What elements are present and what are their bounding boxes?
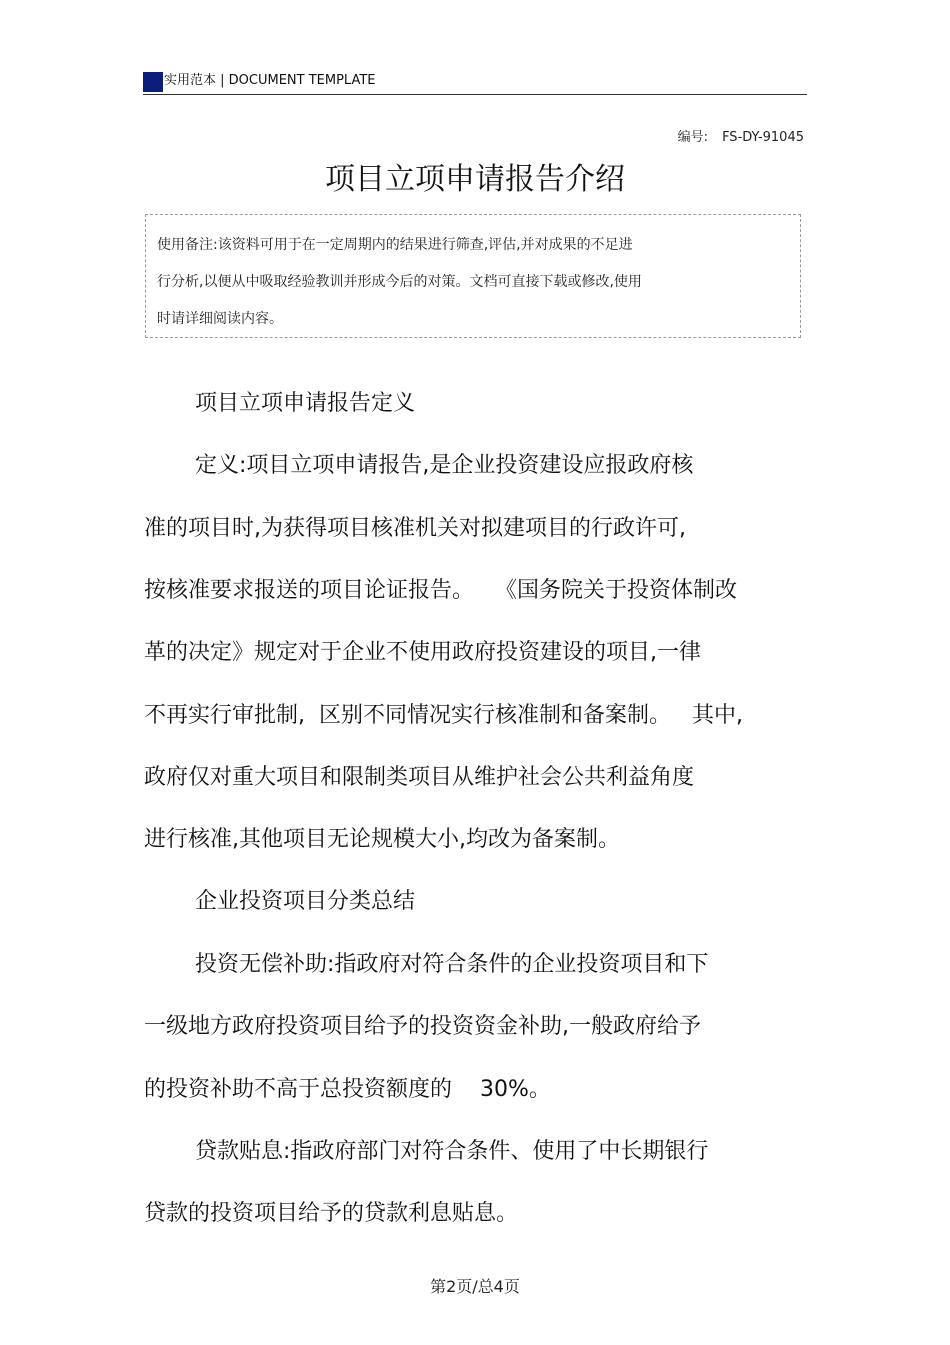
paragraph-line: 贷款贴息:指政府部门对符合条件、使用了中长期银行: [195, 1139, 709, 1164]
paragraph-line: 投资无偿补助:指政府对符合条件的企业投资项目和下: [195, 952, 709, 977]
paragraph-line: 革的决定》规定对于企业不使用政府投资建设的项目,一律: [144, 640, 701, 665]
document-number-label: 编号:: [677, 130, 709, 145]
page-indicator: 第2页/总4页: [430, 1277, 520, 1296]
usage-note-line: 行分析,以便从中吸取经验教训并形成今后的对策。文档可直接下载或修改,使用: [157, 274, 642, 290]
paragraph-line: 政府仅对重大项目和限制类项目从维护社会公共利益角度: [144, 765, 695, 790]
paragraph-line: 不再实行审批制, 区别不同情况实行核准制和备案制。 其中,: [144, 703, 743, 728]
paragraph-line: 进行核准,其他项目无论规模大小,均改为备案制。: [144, 827, 620, 852]
paragraph-line: 的投资补助不高于总投资额度的 30%。: [144, 1077, 551, 1102]
section-heading-classification: 企业投资项目分类总结: [195, 889, 416, 914]
usage-note-line: 时请详细阅读内容。: [157, 311, 283, 327]
header-label: 实用范本 | DOCUMENT TEMPLATE: [164, 73, 376, 88]
paragraph-line: 准的项目时,为获得项目核准机关对拟建项目的行政许可,: [144, 516, 686, 541]
logo-square-icon: [143, 72, 163, 92]
usage-note-box: [145, 214, 801, 338]
document-number-value: FS-DY-91045: [722, 130, 804, 145]
document-number: [678, 126, 804, 145]
section-heading-definition: 项目立项申请报告定义: [195, 391, 416, 416]
paragraph-line: 定义:项目立项申请报告,是企业投资建设应报政府核: [195, 453, 694, 478]
paragraph-line: 按核准要求报送的项目论证报告。 《国务院关于投资体制改: [144, 578, 737, 603]
paragraph-line: 贷款的投资项目给予的贷款利息贴息。: [144, 1201, 519, 1226]
document-header: [143, 70, 807, 95]
document-title: 项目立项申请报告介绍: [325, 162, 625, 197]
paragraph-line: 一级地方政府投资项目给予的投资资金补助,一般政府给予: [144, 1014, 701, 1039]
usage-note-line: 使用备注:该资料可用于在一定周期内的结果进行筛查,评估,并对成果的不足进: [157, 237, 633, 253]
